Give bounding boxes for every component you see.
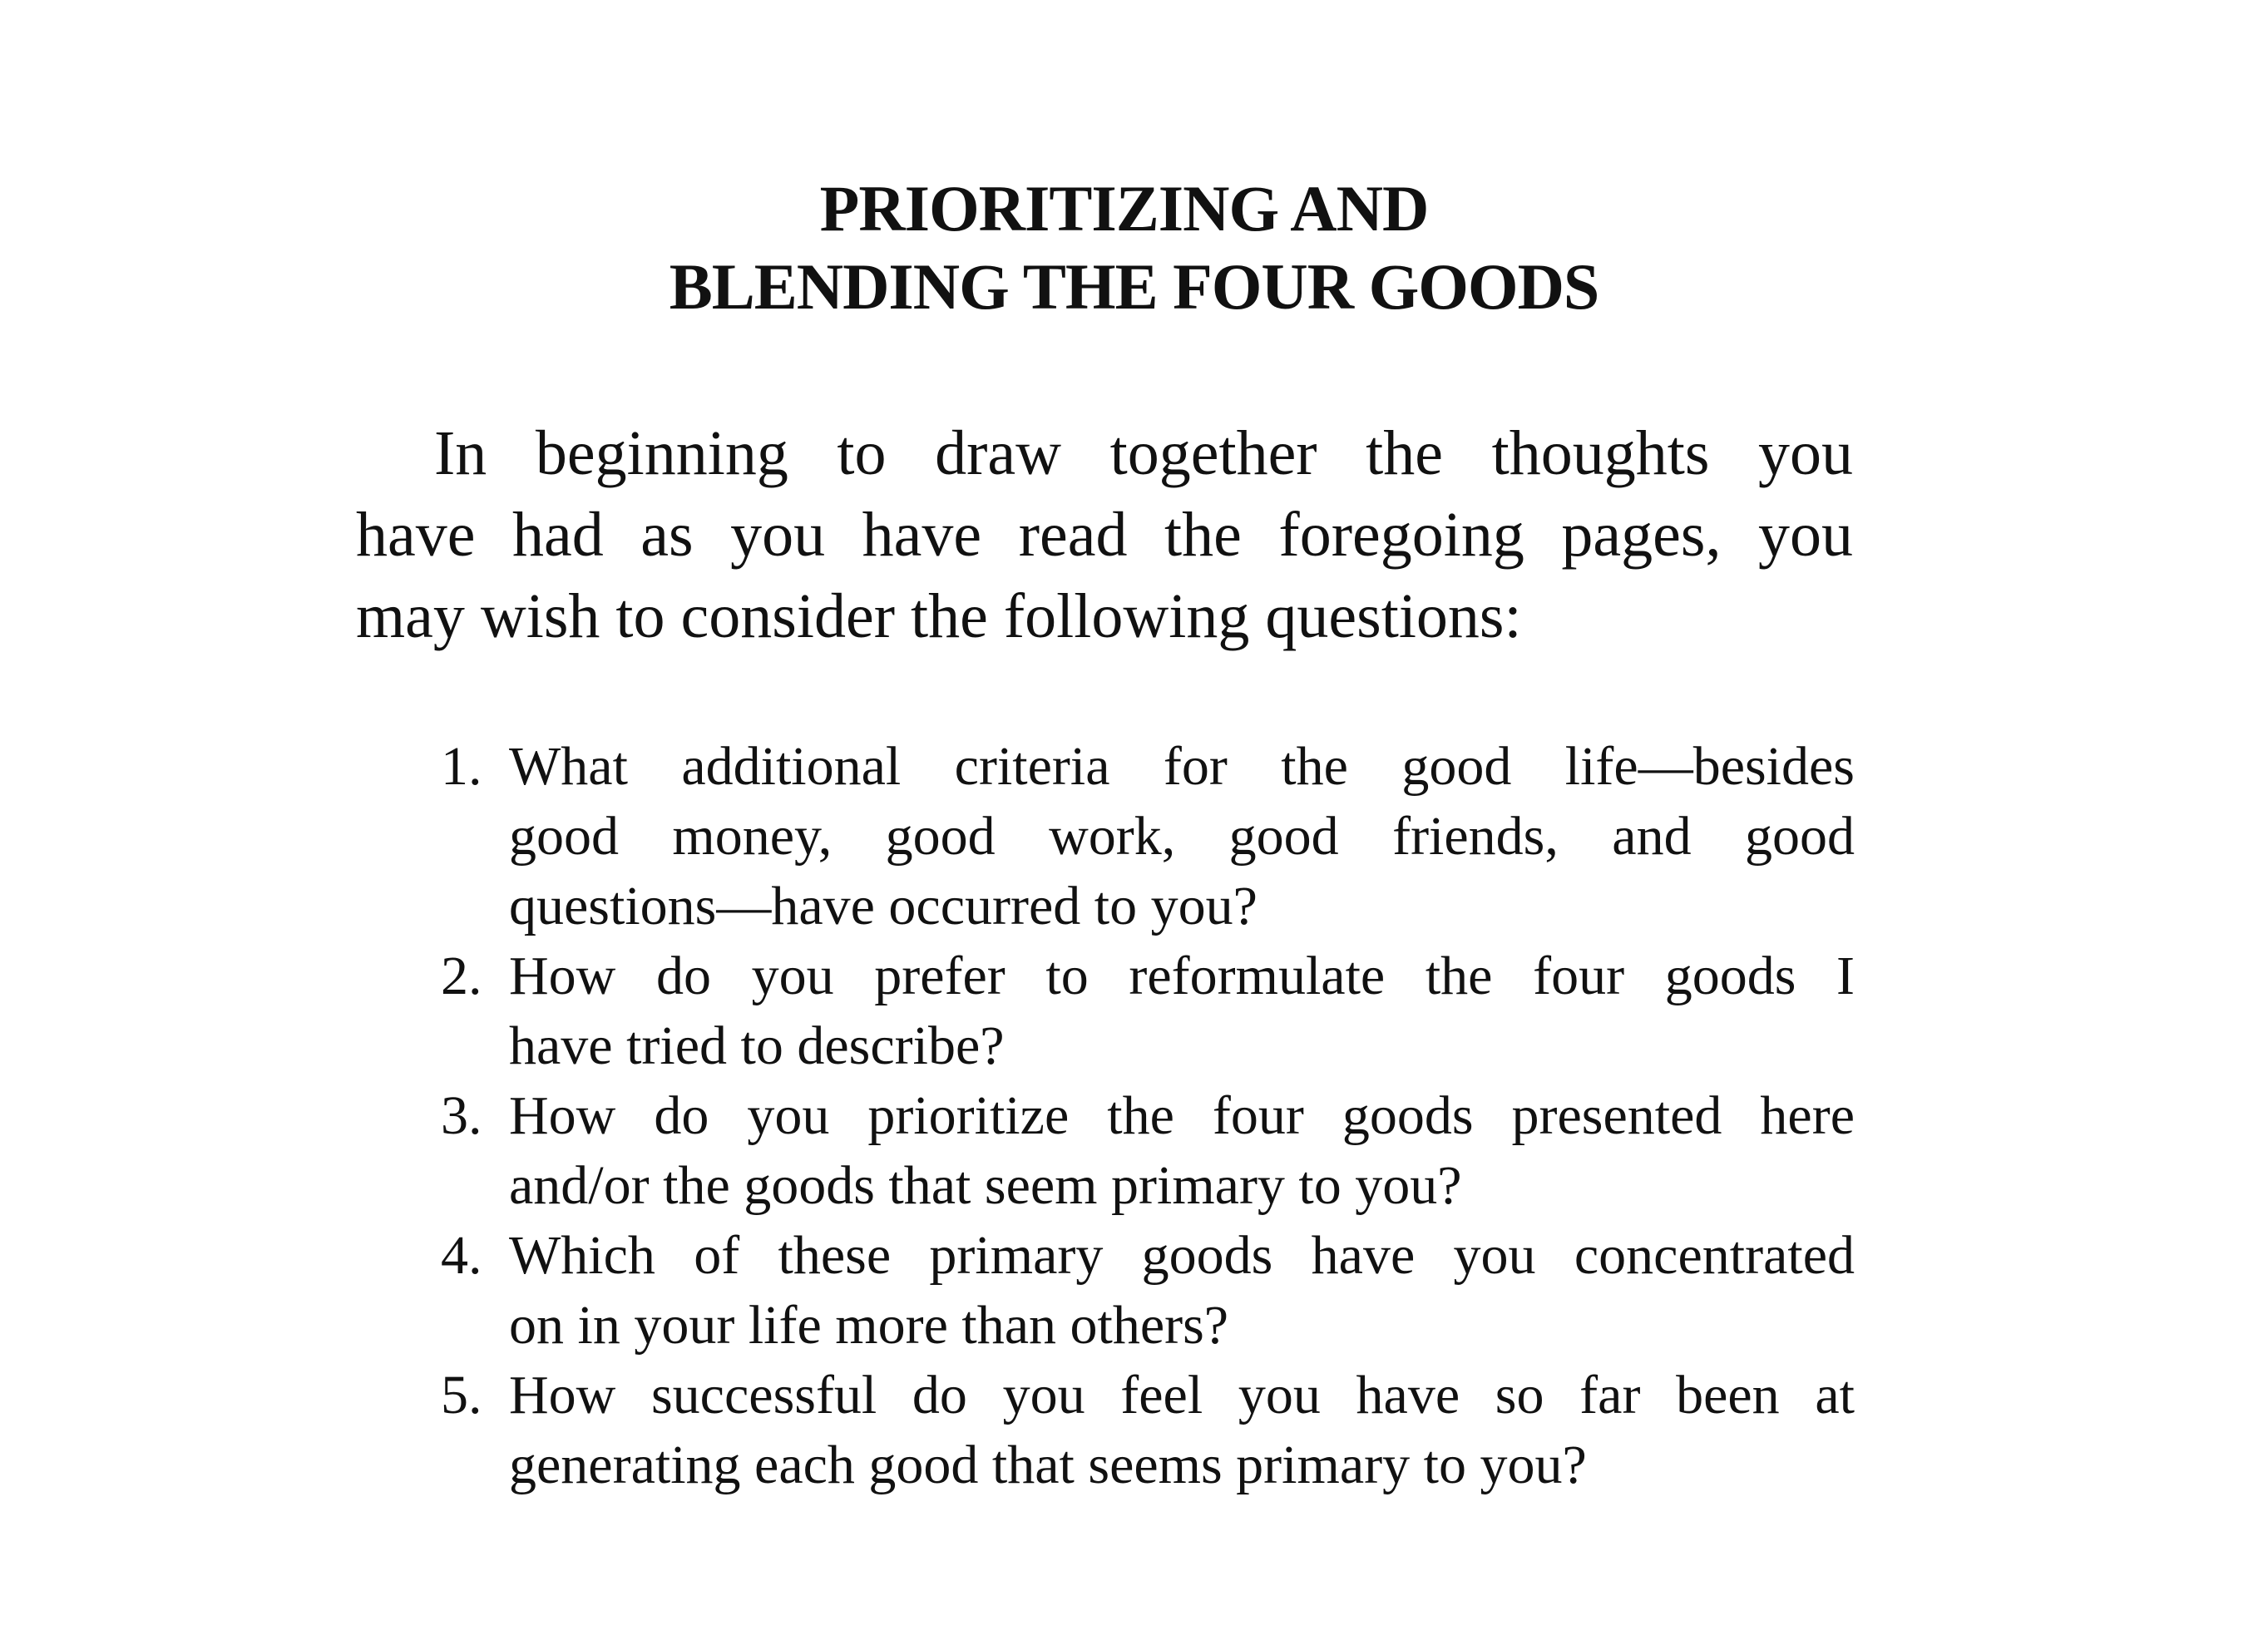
- question-line: How successful do you feel you have so far been at: [509, 1365, 1855, 1425]
- question-line: How do you prioritize the four goods presented here: [509, 1085, 1855, 1146]
- question-list: [441, 732, 1855, 1500]
- question-line: What additional criteria for the good life—besides: [509, 736, 1855, 797]
- intro-paragraph: [356, 412, 1853, 657]
- question-line: questions—have occurred to you?: [509, 876, 1258, 936]
- question-item-4: [441, 1221, 1855, 1361]
- page-title: [0, 170, 2268, 325]
- question-item-5: [441, 1361, 1855, 1500]
- question-line: on in your life more than others?: [509, 1295, 1229, 1356]
- question-line: have tried to describe?: [509, 1015, 1005, 1076]
- question-line: Which of these primary goods have you concentrated: [509, 1225, 1855, 1286]
- question-line: How do you prefer to reformulate the four goods I: [509, 946, 1855, 1006]
- intro-line: have had as you have read the foregoing pages, you: [356, 500, 1853, 570]
- question-number: 4.: [441, 1225, 482, 1286]
- question-item-3: [441, 1081, 1855, 1221]
- intro-line: In beginning to draw together the thoughts you: [434, 418, 1853, 488]
- question-line: good money, good work, good friends, and good: [509, 806, 1855, 867]
- question-number: 1.: [441, 736, 482, 797]
- question-item-2: [441, 941, 1855, 1081]
- question-line: and/or the goods that seem primary to you?: [509, 1155, 1462, 1216]
- question-line: generating each good that seems primary to you?: [509, 1435, 1587, 1495]
- intro-line: may wish to consider the following questions:: [356, 581, 1522, 651]
- title-line-2: BLENDING THE FOUR GOODS: [669, 250, 1599, 323]
- title-line-1: PRIORITIZING AND: [819, 172, 1429, 245]
- question-item-1: [441, 732, 1855, 941]
- question-number: 3.: [441, 1085, 482, 1146]
- question-number: 2.: [441, 946, 482, 1006]
- question-number: 5.: [441, 1365, 482, 1425]
